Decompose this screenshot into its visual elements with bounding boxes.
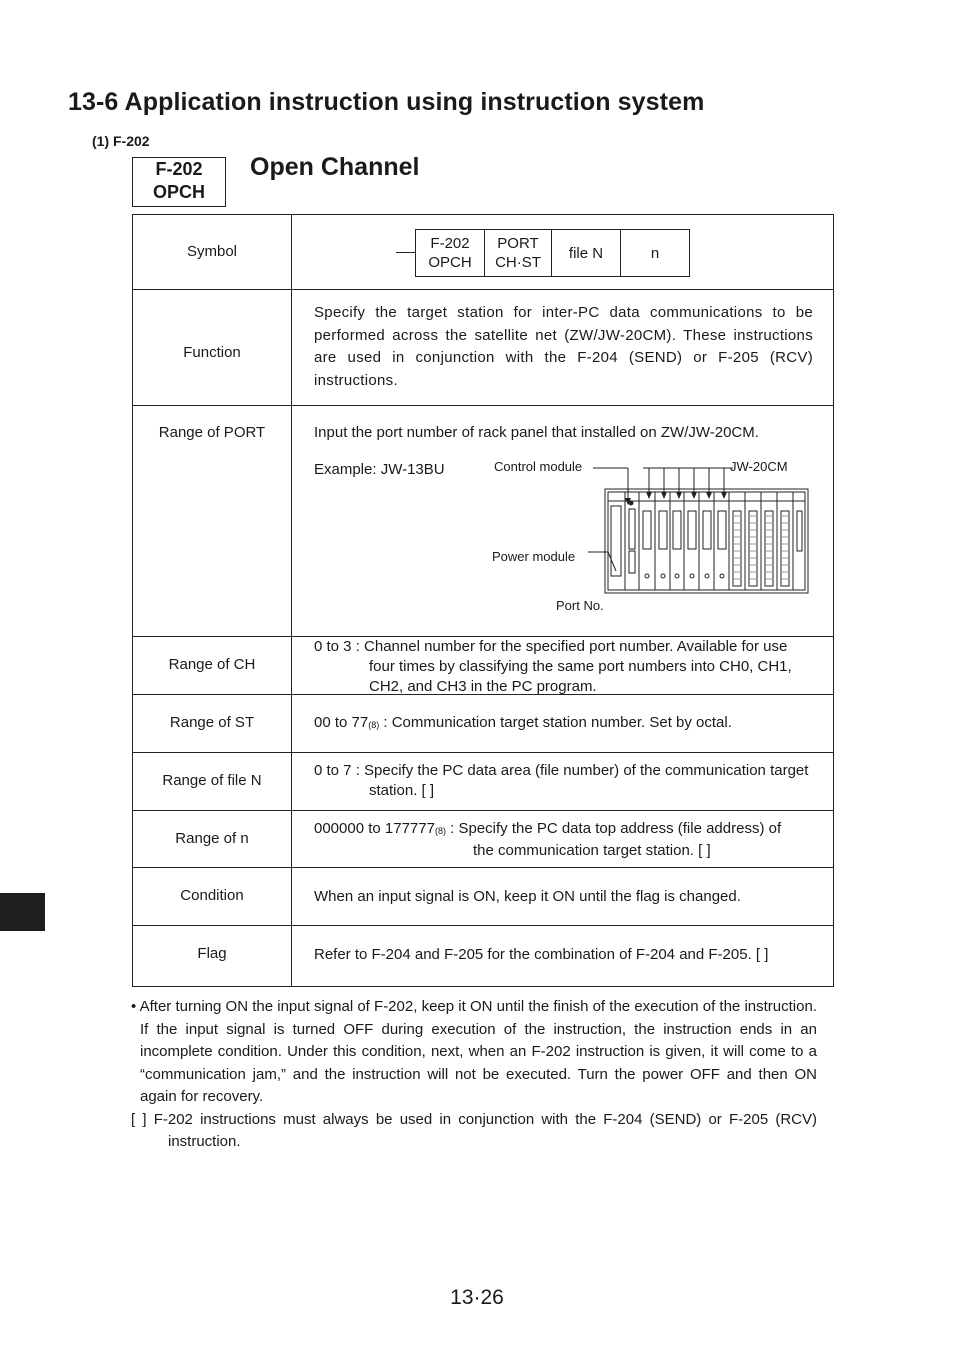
row-st [133, 695, 833, 753]
condition-text: When an input signal is ON, keep it ON until the flag is changed. [314, 888, 741, 905]
page-number: 13·26 [450, 1286, 504, 1309]
symbol-mnemonic: OPCH [428, 254, 472, 271]
st-range: 00 to 77 [314, 714, 369, 731]
control-module-label: Control module [494, 459, 583, 474]
chapter-tab [0, 893, 45, 931]
condition-label: Condition [180, 887, 244, 904]
n-text [314, 819, 813, 861]
symbol-cell-file [551, 229, 621, 277]
symbol-n: n [650, 244, 660, 262]
ch-label: Range of CH [168, 656, 256, 673]
filen-text: 0 to 7 : Specify the PC data area (file number) of the communication target station. [ ] [314, 762, 809, 799]
port-no-label: Port No. [556, 598, 604, 613]
n-octal-subscript: (8) [434, 826, 446, 836]
symbol-chst: CH·ST [495, 254, 541, 271]
flag-text: Refer to F-204 and F-205 for the combination of F-204 and F-205. [ ] [314, 946, 769, 963]
note-bullet: • After turning ON the input signal of F-202, keep it ON until the finish of the execution of the instruction. If the input signal is turned OFF during execution of the instruction, the instruction ends in an incomplete condition. Under this condition, next, when an F-202 instruction is given, it will come to a “communication jam,” and the instruction will not be executed. Turn the power OFF and then ON again for recovery. [131, 998, 817, 1105]
instruction-code-box [132, 157, 226, 207]
row-flag [133, 926, 833, 986]
st-octal-subscript: (8) [368, 720, 380, 730]
row-symbol [133, 215, 833, 290]
notes [131, 996, 817, 1154]
port-label: Range of PORT [158, 424, 266, 441]
n-desc-2: the communication target station. [ ] [473, 842, 711, 859]
symbol-input-line [396, 252, 416, 253]
port-example: Example: JW-13BU [314, 461, 445, 478]
row-port [133, 406, 833, 637]
filen-label: Range of file N [162, 772, 262, 789]
symbol-cell-instruction [415, 229, 485, 277]
power-module-label: Power module [492, 549, 576, 564]
flag-label: Flag [197, 945, 227, 962]
row-n [133, 811, 833, 868]
symbol-cell-port [484, 229, 552, 277]
instruction-name: Open Channel [250, 153, 420, 181]
symbol-code: F-202 [430, 235, 470, 252]
row-file-n [133, 753, 833, 811]
n-desc-1: : Specify the PC data top address (file address) of [445, 820, 782, 837]
ch-text: 0 to 3 : Channel number for the specified port number. Available for use four times by classifying the same port numbers into CH0, CH1, CH2, and CH3 in the PC program. [314, 638, 792, 695]
n-range: 000000 to 177777 [314, 820, 435, 837]
symbol-file: file N [568, 244, 604, 262]
function-text: Specify the target station for inter-PC data communications to be performed across the satellite net (ZW/JW-20CM). These instructions are used in conjunction with the F-204 (SEND) or F-205 (RCV) instructions. [314, 304, 813, 389]
symbol-cell-n [620, 229, 690, 277]
subsection-label: (1) F-202 [92, 133, 150, 149]
row-function [133, 290, 833, 406]
row-ch [133, 637, 833, 695]
row-condition [133, 868, 833, 926]
function-label: Function [183, 344, 241, 361]
jw20cm-label: JW-20CM [730, 459, 788, 474]
n-label: Range of n [175, 830, 249, 847]
instruction-mnemonic: OPCH [152, 182, 205, 202]
rack-panel-diagram [573, 451, 823, 621]
section-title: 13-6 Application instruction using instruction system [68, 88, 705, 116]
spec-table [132, 214, 834, 987]
st-text-line [314, 712, 813, 737]
symbol-label: Symbol [186, 243, 238, 260]
symbol-port: PORT [497, 235, 539, 252]
port-text: Input the port number of rack panel that installed on ZW/JW-20CM. [314, 424, 759, 441]
st-desc: : Communication target station number. Set by octal. [379, 714, 732, 731]
instruction-code: F-202 [155, 159, 203, 179]
n-text-line1 [314, 819, 813, 841]
note-reference: [ ] F-202 instructions must always be used in conjunction with the F-204 (SEND) or F-205 (RCV) instruction. [131, 1110, 817, 1150]
st-label: Range of ST [169, 714, 255, 731]
